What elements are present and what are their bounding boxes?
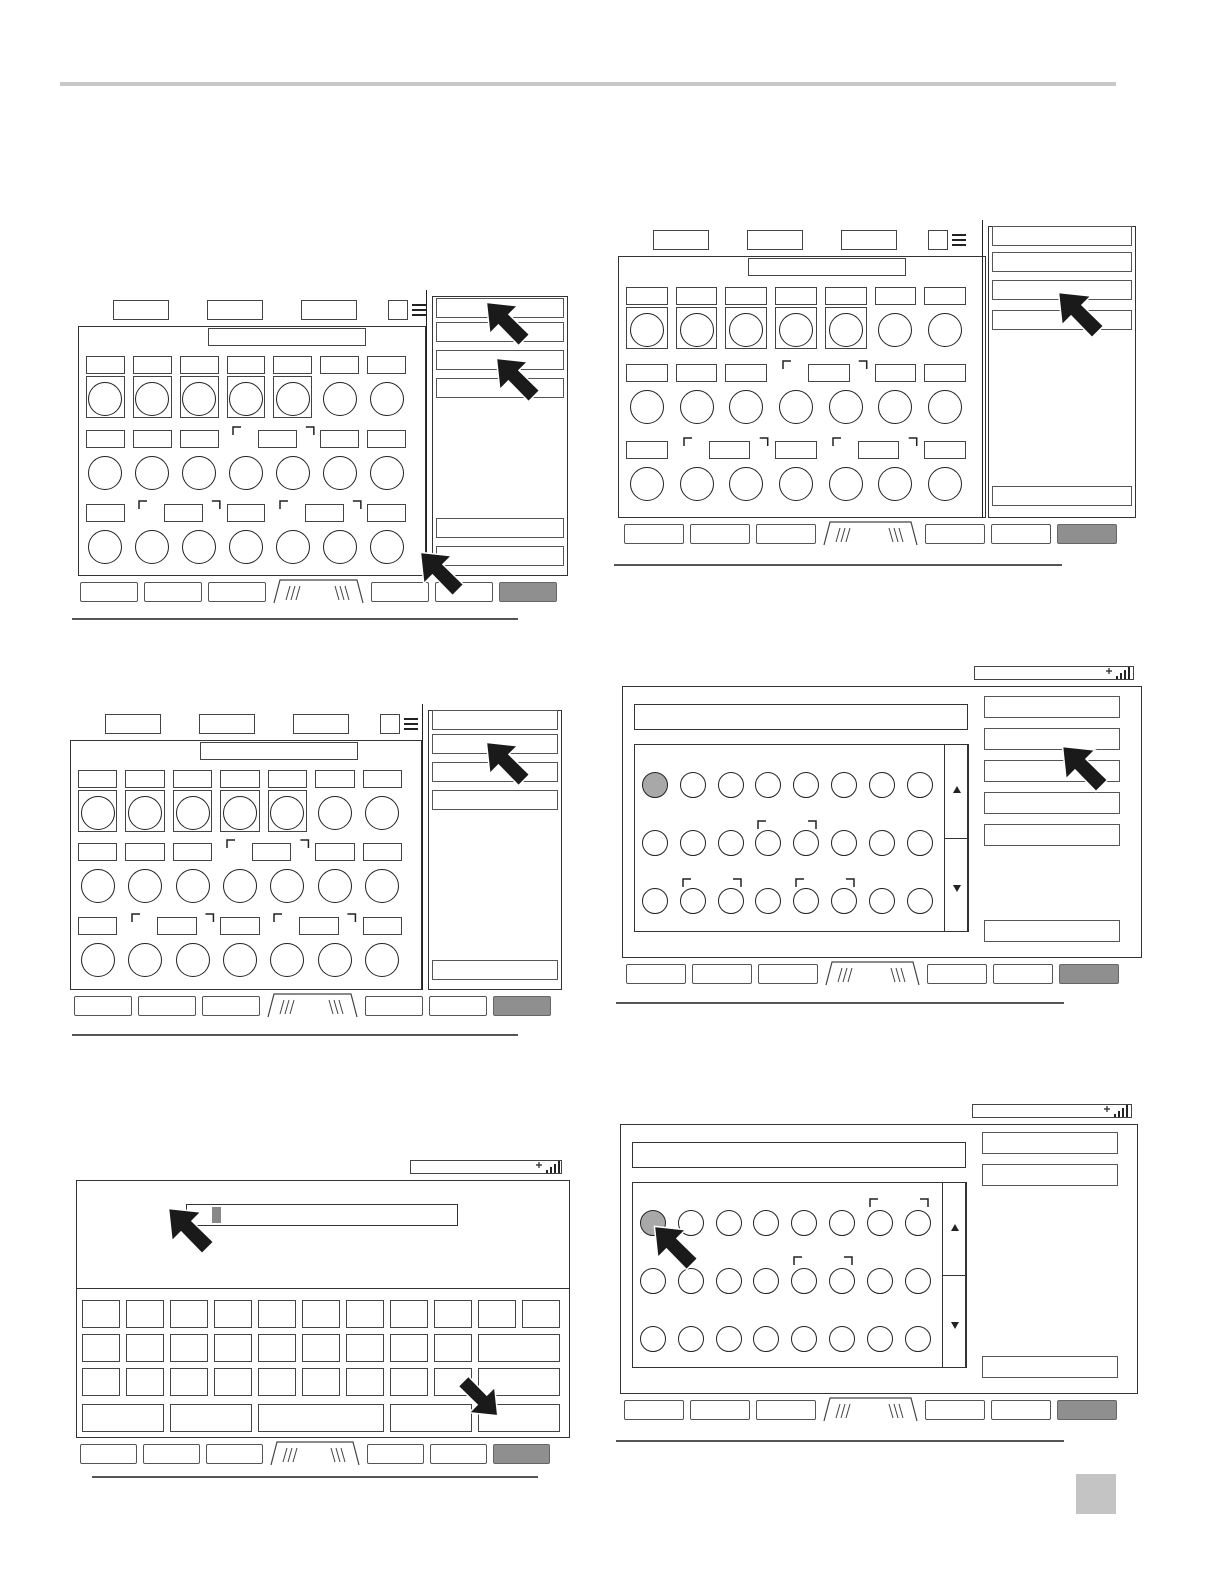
channel-knob[interactable] [680, 390, 714, 424]
key[interactable] [434, 1334, 472, 1362]
grid-circle[interactable] [907, 888, 933, 914]
name-field[interactable] [632, 1142, 966, 1168]
key[interactable] [170, 1300, 208, 1328]
grid-circle[interactable] [716, 1326, 742, 1352]
key[interactable] [390, 1368, 428, 1396]
panel-divider [982, 220, 983, 518]
key[interactable] [302, 1334, 340, 1362]
channel-knob[interactable] [223, 869, 257, 903]
group-label[interactable] [808, 364, 850, 382]
scroll-down-icon [950, 1320, 960, 1330]
sw-field[interactable] [928, 230, 948, 250]
hamburger-menu-icon [404, 718, 420, 730]
nav-button[interactable] [925, 524, 985, 544]
grid-circle[interactable] [829, 1210, 855, 1236]
channel-knob[interactable] [81, 943, 115, 977]
key[interactable] [170, 1334, 208, 1362]
key[interactable] [302, 1300, 340, 1328]
grid-circle-selected[interactable] [642, 772, 668, 798]
nav-button[interactable] [144, 582, 202, 602]
arrow-pointer-icon [484, 300, 532, 348]
top-divider [60, 82, 1116, 86]
nav-button[interactable] [690, 524, 750, 544]
scroll-up-icon [950, 1223, 960, 1233]
group-label[interactable] [709, 441, 751, 459]
group-bracket [757, 820, 817, 830]
key[interactable] [258, 1300, 296, 1328]
arrow-pointer-icon [418, 550, 466, 598]
grid-circle[interactable] [905, 1268, 931, 1294]
arrow-pointer-icon [166, 1206, 216, 1256]
nav-tab-icon [266, 992, 359, 1018]
panel-button[interactable] [992, 252, 1132, 272]
top-field[interactable] [653, 230, 709, 250]
mixer-name-field[interactable] [200, 742, 358, 760]
sw-field[interactable] [380, 714, 400, 734]
key-wide[interactable] [82, 1404, 164, 1432]
top-field[interactable] [747, 230, 803, 250]
grid-circle[interactable] [867, 1326, 893, 1352]
scrollbar-edge [968, 744, 969, 932]
panel-button[interactable] [984, 696, 1120, 718]
grid-circle[interactable] [905, 1210, 931, 1236]
caption-divider [616, 1440, 1064, 1442]
channel-label[interactable] [676, 364, 718, 382]
channel-label[interactable] [78, 770, 117, 788]
grid-circle[interactable] [905, 1326, 931, 1352]
name-field[interactable] [634, 704, 968, 730]
channel-label[interactable] [86, 504, 125, 522]
channel-knob[interactable] [928, 467, 962, 501]
nav-tab-icon [824, 960, 921, 986]
channel-knob[interactable] [323, 382, 357, 416]
grid-circle[interactable] [793, 888, 819, 914]
nav-button[interactable] [925, 1400, 985, 1420]
grid-circle[interactable] [869, 888, 895, 914]
channel-knob[interactable] [370, 456, 404, 490]
channel-knob[interactable] [928, 313, 962, 347]
channel-knob[interactable] [128, 869, 162, 903]
channel-label[interactable] [626, 441, 668, 459]
group-label[interactable] [299, 917, 338, 935]
grid-circle[interactable] [642, 888, 668, 914]
channel-label[interactable] [367, 356, 406, 374]
nav-tab-icon [272, 578, 365, 604]
channel-knob[interactable] [779, 390, 813, 424]
channel-label[interactable] [227, 504, 266, 522]
channel-knob[interactable] [370, 382, 404, 416]
nav-button[interactable] [624, 524, 684, 544]
nav-button[interactable] [430, 1444, 487, 1464]
key[interactable] [346, 1300, 384, 1328]
grid-circle[interactable] [716, 1268, 742, 1294]
channel-label[interactable] [268, 770, 307, 788]
key[interactable] [522, 1300, 560, 1328]
channel-knob[interactable] [229, 382, 263, 416]
grid-circle[interactable] [831, 830, 857, 856]
channel-knob[interactable] [182, 382, 216, 416]
channel-label[interactable] [626, 364, 668, 382]
channel-label[interactable] [363, 843, 402, 861]
caption-divider [72, 618, 518, 620]
channel-knob[interactable] [318, 869, 352, 903]
nav-button-active[interactable] [1057, 524, 1117, 544]
channel-label[interactable] [825, 287, 867, 305]
nav-button[interactable] [991, 1400, 1051, 1420]
group-label[interactable] [258, 430, 297, 448]
key[interactable] [434, 1300, 472, 1328]
nav-button[interactable] [626, 964, 686, 984]
space-key[interactable] [258, 1404, 384, 1432]
panel-button[interactable] [984, 824, 1120, 846]
mixer-name-field[interactable] [208, 328, 366, 346]
caption-divider [614, 564, 1062, 566]
grid-circle[interactable] [718, 830, 744, 856]
channel-label[interactable] [125, 843, 164, 861]
channel-label[interactable] [86, 356, 125, 374]
group-bracket [795, 878, 855, 888]
key[interactable] [390, 1334, 428, 1362]
key[interactable] [82, 1334, 120, 1362]
nav-button[interactable] [367, 1444, 424, 1464]
key[interactable] [258, 1368, 296, 1396]
nav-button[interactable] [74, 996, 132, 1016]
channel-label[interactable] [320, 430, 359, 448]
top-field[interactable] [301, 300, 357, 320]
nav-button[interactable] [138, 996, 196, 1016]
grid-circle[interactable] [907, 830, 933, 856]
group-label[interactable] [164, 504, 203, 522]
channel-knob[interactable] [223, 796, 257, 830]
key-wide[interactable] [478, 1334, 560, 1362]
grid-circle[interactable] [791, 1326, 817, 1352]
channel-label[interactable] [173, 843, 212, 861]
group-bracket [869, 1198, 929, 1208]
channel-label[interactable] [133, 356, 172, 374]
nav-button[interactable] [365, 996, 423, 1016]
arrow-pointer-icon [652, 1224, 700, 1272]
channel-knob[interactable] [323, 456, 357, 490]
key[interactable] [214, 1368, 252, 1396]
nav-button[interactable] [692, 964, 752, 984]
grid-circle[interactable] [678, 1326, 704, 1352]
key[interactable] [302, 1368, 340, 1396]
channel-label[interactable] [924, 441, 966, 459]
channel-knob[interactable] [829, 467, 863, 501]
key[interactable] [82, 1368, 120, 1396]
grid-circle[interactable] [718, 772, 744, 798]
key[interactable] [126, 1300, 164, 1328]
grid-circle[interactable] [680, 830, 706, 856]
grid-circle[interactable] [869, 772, 895, 798]
nav-button-active[interactable] [493, 1444, 550, 1464]
nav-tab-icon [269, 1440, 361, 1466]
channel-knob[interactable] [81, 869, 115, 903]
channel-label[interactable] [924, 287, 966, 305]
nav-button-active[interactable] [493, 996, 551, 1016]
channel-label[interactable] [875, 364, 917, 382]
keyboard-divider [76, 1288, 570, 1289]
channel-label[interactable] [180, 356, 219, 374]
channel-knob[interactable] [928, 390, 962, 424]
arrow-pointer-icon [1056, 290, 1106, 340]
channel-label[interactable] [125, 770, 164, 788]
nav-button[interactable] [758, 964, 818, 984]
grid-circle[interactable] [867, 1210, 893, 1236]
panel-button[interactable] [432, 790, 558, 810]
grid-circle[interactable] [869, 830, 895, 856]
grid-circle[interactable] [791, 1268, 817, 1294]
channel-knob[interactable] [128, 943, 162, 977]
grid-circle[interactable] [791, 1210, 817, 1236]
group-label[interactable] [305, 504, 344, 522]
channel-label[interactable] [78, 843, 117, 861]
channel-label[interactable] [363, 770, 402, 788]
grid-circle[interactable] [867, 1268, 893, 1294]
panel-button[interactable] [992, 486, 1132, 506]
mixer-name-field[interactable] [748, 258, 906, 276]
channel-knob[interactable] [182, 530, 216, 564]
nav-tab-icon [822, 520, 919, 546]
key[interactable] [126, 1368, 164, 1396]
key[interactable] [170, 1368, 208, 1396]
key[interactable] [126, 1334, 164, 1362]
page-number-box [1076, 1474, 1116, 1514]
channel-label[interactable] [676, 287, 718, 305]
arrow-pointer-icon [494, 356, 542, 404]
key[interactable] [258, 1334, 296, 1362]
channel-knob[interactable] [128, 796, 162, 830]
nav-button-active[interactable] [1057, 1400, 1117, 1420]
channel-label[interactable] [775, 287, 817, 305]
channel-label[interactable] [133, 430, 172, 448]
channel-knob[interactable] [318, 796, 352, 830]
grid-circle[interactable] [680, 772, 706, 798]
channel-knob[interactable] [630, 313, 664, 347]
arrow-pointer-icon [456, 1374, 500, 1418]
nav-button[interactable] [690, 1400, 750, 1420]
channel-label[interactable] [775, 441, 817, 459]
nav-button[interactable] [624, 1400, 684, 1420]
top-field[interactable] [113, 300, 169, 320]
channel-label[interactable] [273, 356, 312, 374]
channel-knob[interactable] [370, 530, 404, 564]
channel-knob[interactable] [323, 530, 357, 564]
top-field[interactable] [293, 714, 349, 734]
caption-divider [92, 1476, 538, 1478]
name-input[interactable] [186, 1204, 458, 1226]
key[interactable] [82, 1300, 120, 1328]
grid-circle[interactable] [907, 772, 933, 798]
panel-button[interactable] [984, 792, 1120, 814]
channel-label[interactable] [173, 770, 212, 788]
key[interactable] [478, 1300, 516, 1328]
channel-knob[interactable] [81, 796, 115, 830]
grid-circle[interactable] [831, 772, 857, 798]
channel-label[interactable] [320, 356, 359, 374]
scroll-down-icon [952, 883, 962, 893]
channel-knob[interactable] [276, 530, 310, 564]
nav-button[interactable] [991, 524, 1051, 544]
signal-icon [536, 1161, 560, 1173]
channel-knob[interactable] [229, 530, 263, 564]
panel-button[interactable] [982, 1132, 1118, 1154]
top-field[interactable] [207, 300, 263, 320]
top-field[interactable] [841, 230, 897, 250]
group-label[interactable] [157, 917, 196, 935]
grid-circle[interactable] [793, 830, 819, 856]
channel-knob[interactable] [223, 943, 257, 977]
nav-button[interactable] [202, 996, 260, 1016]
channel-knob[interactable] [176, 943, 210, 977]
channel-label[interactable] [725, 287, 767, 305]
channel-label[interactable] [78, 917, 117, 935]
group-bracket [682, 878, 742, 888]
channel-knob[interactable] [176, 796, 210, 830]
channel-knob[interactable] [680, 467, 714, 501]
key-wide[interactable] [170, 1404, 252, 1432]
scroll-split [942, 1275, 966, 1276]
channel-label[interactable] [315, 843, 354, 861]
nav-button[interactable] [208, 582, 266, 602]
panel-button[interactable] [992, 226, 1132, 246]
panel-divider [426, 290, 427, 576]
channel-knob[interactable] [229, 456, 263, 490]
group-label[interactable] [858, 441, 900, 459]
channel-knob[interactable] [779, 467, 813, 501]
panel-button[interactable] [982, 1356, 1118, 1378]
channel-label[interactable] [86, 430, 125, 448]
group-label[interactable] [252, 843, 291, 861]
key[interactable] [346, 1334, 384, 1362]
channel-label[interactable] [220, 770, 259, 788]
channel-label[interactable] [220, 917, 259, 935]
channel-knob[interactable] [829, 313, 863, 347]
nav-button[interactable] [927, 964, 987, 984]
grid-circle[interactable] [829, 1268, 855, 1294]
channel-knob[interactable] [630, 390, 664, 424]
nav-button-active[interactable] [499, 582, 557, 602]
channel-knob[interactable] [829, 390, 863, 424]
panel-button[interactable] [982, 1164, 1118, 1186]
key[interactable] [214, 1334, 252, 1362]
nav-tab-icon [822, 1396, 919, 1422]
nav-button-active[interactable] [1059, 964, 1119, 984]
arrow-pointer-icon [1060, 744, 1110, 794]
grid-circle[interactable] [829, 1326, 855, 1352]
channel-label[interactable] [363, 917, 402, 935]
caption-divider [616, 1002, 1064, 1004]
grid-circle[interactable] [718, 888, 744, 914]
nav-button[interactable] [206, 1444, 263, 1464]
grid-circle[interactable] [640, 1326, 666, 1352]
channel-label[interactable] [626, 287, 668, 305]
group-bracket [793, 1256, 853, 1266]
panel-button[interactable] [432, 960, 558, 980]
signal-icon [1104, 1105, 1128, 1117]
channel-knob[interactable] [318, 943, 352, 977]
nav-button[interactable] [429, 996, 487, 1016]
caption-divider [72, 1034, 518, 1036]
panel-button[interactable] [436, 518, 564, 538]
channel-label[interactable] [725, 364, 767, 382]
nav-button[interactable] [80, 582, 138, 602]
channel-knob[interactable] [630, 467, 664, 501]
panel-divider [422, 704, 423, 990]
scrollbar-edge [966, 1182, 967, 1368]
panel-button[interactable] [432, 710, 558, 730]
channel-knob[interactable] [276, 456, 310, 490]
nav-button[interactable] [993, 964, 1053, 984]
channel-label[interactable] [924, 364, 966, 382]
grid-circle[interactable] [680, 888, 706, 914]
channel-label[interactable] [315, 770, 354, 788]
sw-field[interactable] [388, 300, 408, 320]
channel-label[interactable] [180, 430, 219, 448]
scroll-split [944, 838, 968, 839]
channel-label[interactable] [875, 287, 917, 305]
grid-circle[interactable] [642, 830, 668, 856]
key[interactable] [214, 1300, 252, 1328]
channel-label[interactable] [367, 430, 406, 448]
channel-knob[interactable] [779, 313, 813, 347]
signal-icon [1106, 667, 1130, 679]
key[interactable] [346, 1368, 384, 1396]
top-field[interactable] [105, 714, 161, 734]
grid-circle[interactable] [831, 888, 857, 914]
nav-button[interactable] [143, 1444, 200, 1464]
channel-knob[interactable] [182, 456, 216, 490]
channel-knob[interactable] [680, 313, 714, 347]
top-field[interactable] [199, 714, 255, 734]
channel-label[interactable] [367, 504, 406, 522]
arrow-pointer-icon [484, 740, 532, 788]
grid-circle[interactable] [716, 1210, 742, 1236]
key[interactable] [390, 1300, 428, 1328]
scroll-up-icon [952, 785, 962, 795]
channel-label[interactable] [227, 356, 266, 374]
panel-button[interactable] [984, 920, 1120, 942]
hamburger-menu-icon [952, 234, 968, 246]
nav-button[interactable] [756, 524, 816, 544]
grid-circle[interactable] [793, 772, 819, 798]
nav-button[interactable] [80, 1444, 137, 1464]
nav-button[interactable] [756, 1400, 816, 1420]
channel-knob[interactable] [276, 382, 310, 416]
channel-knob[interactable] [176, 869, 210, 903]
